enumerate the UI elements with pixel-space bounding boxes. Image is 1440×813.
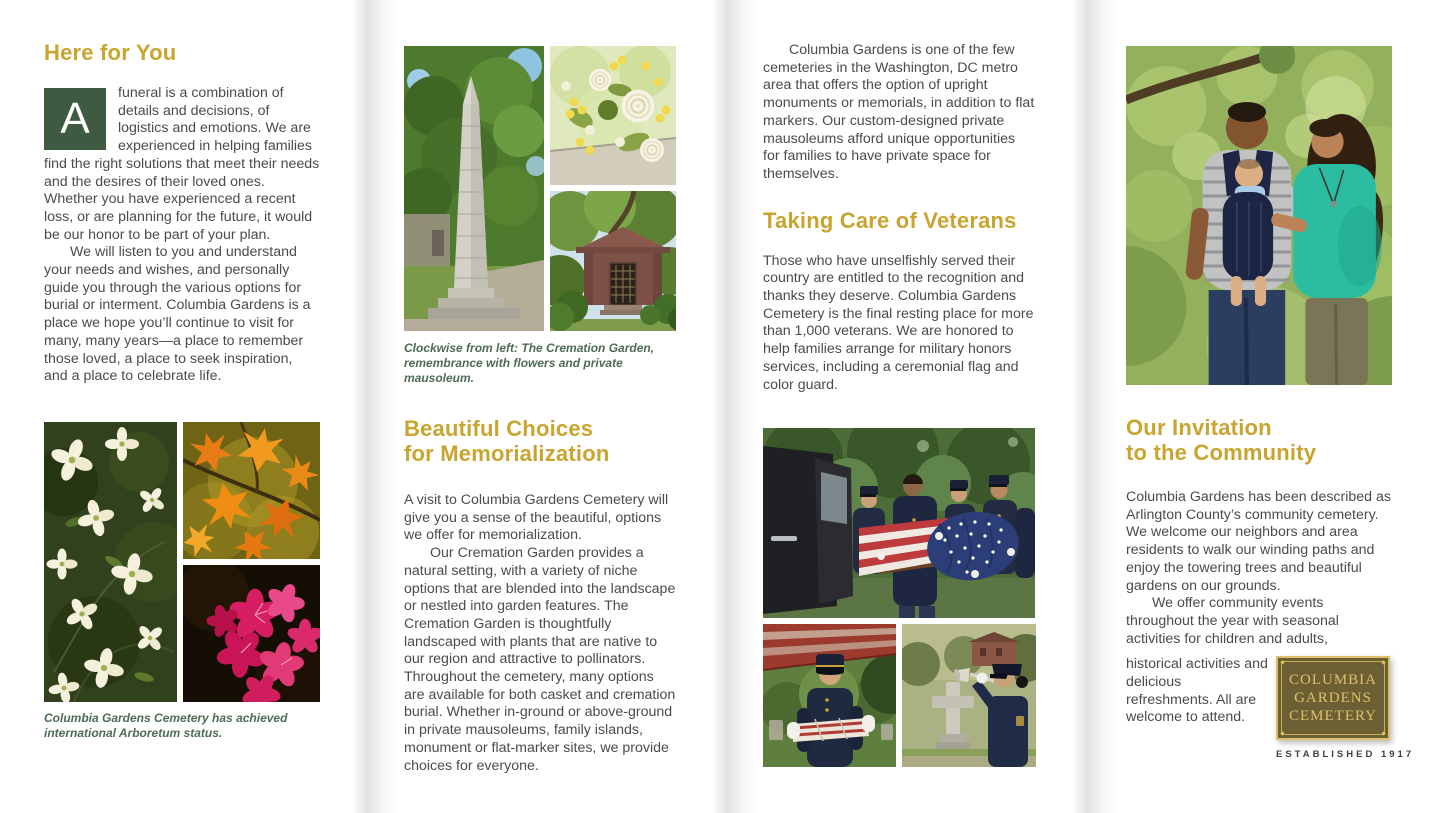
memorial-photo-grid	[404, 46, 676, 331]
bugler-photo	[902, 624, 1035, 767]
community-paragraph-1: Columbia Gardens has been described as Arlington County’s community cemetery. We welcome our neighbors and area residents to walk our winding paths and enjoy the towering trees and beautiful gardens on our grounds.	[1126, 489, 1391, 594]
intro-paragraph-1: funeral is a combination of details and decisions, of logistics and emotions. We are experienced in helping families find the right solutions that meet their needs and the desires of their loved ones. Whether you have experienced a recent loss, or are planning for the future, it would be our honor to be part of your plan.	[44, 85, 320, 243]
community-paragraph-2: We offer community events throughout the year with seasonal activities for children and adults,	[1126, 595, 1339, 647]
remembrance-flowers-photo	[550, 46, 676, 185]
intro-paragraph-2: We will listen to you and understand your needs and wishes, and personally guide you through the various options for burial or interment. Columbia Gardens is a place we hope you’ll continue to visit for many, many years—a place to remember those loved, a place to seek inspiration, and a place to celebrate life.	[44, 244, 311, 385]
dogwood-blossoms-photo	[44, 422, 177, 702]
panel-veterans	[763, 42, 1035, 767]
drop-cap: A	[44, 88, 106, 150]
logo-corner-dot	[1280, 661, 1284, 665]
fold-crease	[712, 0, 758, 813]
folded-flag-photo	[763, 624, 896, 767]
community-paragraph-2-continued: historical activities and delicious refreshments. All are welcome to attend.	[1126, 656, 1268, 726]
monuments-paragraph: Columbia Gardens is one of the few cemeteries in the Washington, DC metro area that offers the option of upright monuments or memorials, in addition to flat markers. Our custom-designed private mausoleums afford unique opportunities for families to have private space for themselves.	[763, 42, 1035, 182]
memorialization-paragraphs	[404, 492, 676, 775]
logo-corner-dot	[1280, 732, 1284, 736]
azalea-photo	[183, 565, 320, 702]
logo-text-columbia: COLUMBIA	[1288, 672, 1377, 689]
logo-corner-dot	[1381, 661, 1385, 665]
community-paragraphs	[1126, 489, 1392, 648]
veterans-photo-grid	[763, 428, 1035, 767]
memorialization-paragraph-1: A visit to Columbia Gardens Cemetery will give you a sense of the beautiful, options we offer for memorialization.	[404, 492, 669, 544]
memorialization-paragraph-2: Our Cremation Garden provides a natural setting, with a variety of niche options that are blended into the landscape or nestled into garden features. The Cremation Garden is thoughtfully landscaped with plants that are native to our region and attractive to pollinators. Throughout the cemetery, many options are available for both casket and cremation burial. Whether in-ground or above-ground in private mausoleums, family islands, monument or flat-marker sites, we provide choices for everyone.	[404, 545, 676, 774]
logo-text-cemetery: CEMETERY	[1288, 708, 1377, 725]
cemetery-logo-plaque	[1276, 656, 1390, 740]
invitation-heading: Our Invitation to the Community	[1126, 415, 1317, 465]
fold-crease	[352, 0, 398, 813]
panel-here-for-you	[44, 40, 320, 741]
panel-memorialization	[404, 46, 676, 775]
maple-leaves-photo	[183, 422, 320, 559]
honor-guard-casket-photo	[763, 428, 1035, 618]
here-for-you-heading: Here for You	[44, 40, 177, 65]
logo-text-gardens: GARDENS	[1294, 690, 1372, 707]
established-1917-text: ESTABLISHED 1917	[1276, 749, 1415, 761]
arboretum-photo-grid	[44, 422, 320, 702]
fold-crease	[1072, 0, 1118, 813]
beautiful-choices-heading: Beautiful Choices for Memorialization	[404, 416, 610, 466]
logo-corner-dot	[1381, 732, 1385, 736]
panel-community	[1126, 46, 1415, 761]
intro-paragraphs	[44, 85, 320, 386]
memorial-caption: Clockwise from left: The Cremation Garden, remembrance with flowers and private mausoleum.	[404, 341, 655, 385]
family-photo	[1126, 46, 1392, 385]
cemetery-logo	[1276, 656, 1415, 761]
veterans-paragraph: Those who have unselfishly served their country are entitled to the recognition and thanks they deserve. Columbia Gardens Cemetery is the final resting place for more than 1,000 veterans. We are honored to help families arrange for military honors services, including a ceremonial flag and color guard.	[763, 252, 1034, 393]
private-mausoleum-photo	[550, 191, 676, 331]
cremation-garden-obelisk-photo	[404, 46, 544, 331]
veterans-heading: Taking Care of Veterans	[763, 207, 1017, 233]
arboretum-caption: Columbia Gardens Cemetery has achieved international Arboretum status.	[44, 710, 288, 740]
